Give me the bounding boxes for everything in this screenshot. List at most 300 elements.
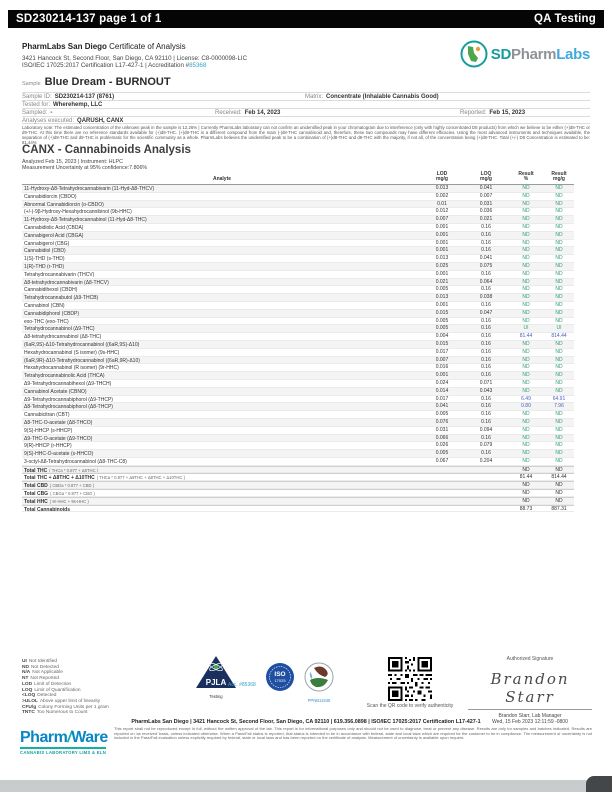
table-row [22,208,574,216]
lod-value: 0.067 [435,457,449,464]
loq-value: 0.16 [481,231,491,238]
lod-value: 0.001 [435,270,449,277]
result-mgg-value: 814.44 [551,333,567,340]
analyses-label: Analyses executed: [22,118,75,124]
loq-value: 0.043 [479,387,493,394]
info-row-4 [22,116,590,124]
result-mgg-value: 887.31 [551,505,567,512]
loq-value: 0.16 [481,348,491,355]
info-row-1 [22,92,590,100]
analyte-name: Total CBD [24,483,48,489]
lod-value [420,498,464,504]
result-mgg-value: ND [555,356,563,363]
legend-item: LOD Limit of Detection [22,681,72,687]
result-percent-value: ND [522,309,530,316]
result-percent-value: ND [522,185,530,191]
loq-value: 0.007 [479,192,493,199]
lod-value: 0.012 [435,208,449,215]
result-mgg-value: ND [555,482,563,489]
loq-value: 0.079 [479,442,493,449]
result-percent-value: ND [522,286,530,293]
lab-cert-line: ISO/IEC 17025:2017 Certification L17-427-1 | Accreditation #85368 [22,62,207,70]
loq-value: 0.16 [481,333,491,340]
result-percent-value: 81.44 [519,474,533,481]
analyte-name: Cannabigerol (CBG) [24,240,70,247]
analyte-name: Cannabidiorcin (CBDO) [24,193,77,200]
received-value: Feb 14, 2023 [244,110,281,116]
sample-id-value: SD230214-137 (8761) [54,94,115,100]
sdpharmlabs-logo [460,40,590,68]
loq-value: 0.038 [479,294,493,301]
lod-value: 0.001 [435,372,449,379]
loq-value: 0.16 [481,270,491,277]
col-result-mgg: Result mg/g [551,170,567,183]
lab-title-line [22,42,186,51]
lod-value [420,482,464,488]
loq-value [464,498,508,504]
result-percent-value: 81.44 [519,333,533,340]
lod-value: 0.005 [435,450,449,457]
result-percent-value: ND [522,482,530,489]
loq-value: 0.16 [481,239,491,246]
signature-block [468,656,592,725]
table-row [22,286,574,294]
result-mgg-value: ND [555,247,563,254]
info-row-3 [22,108,590,116]
result-mgg-value: 64.91 [552,395,566,402]
signer-name: Brandon Starr, Lab Manager [498,713,562,719]
result-percent-value: ND [522,356,530,363]
analyte-name: Total CBG [24,491,49,496]
qr-caption: Scan the QR code to verify authenticity [366,703,454,709]
result-mgg-value: ND [555,490,563,496]
lod-value: 0.014 [435,387,449,394]
lod-value: 0.021 [435,278,449,285]
table-row [22,435,574,443]
lod-value: 0.001 [435,231,449,238]
signature-divider [468,709,592,710]
result-percent-value: ND [522,192,530,199]
lod-value: 0.004 [435,333,449,340]
result-percent-value: ND [522,457,530,464]
result-mgg-value: ND [555,348,563,355]
analyte-name: Δ8-tetrahydrocannabinol (Δ8-THC) [24,334,102,340]
signature-script: Brandon Starr [490,670,570,706]
lod-value: 0.013 [435,255,449,262]
result-percent-value: ND [522,216,530,223]
reported-value: Feb 15, 2023 [489,110,526,116]
footer-lab-line: PharmLabs San Diego | 3421 Hancock St, Second Floor, San Diego, CA 92110 | 619.356.0898 | ISO/IEC 17025:2017 Certification L17-427-1 [131,719,481,725]
analyte-name: Cannabidiphorol (CBDP) [24,310,80,317]
accreditation-link[interactable]: 85368 [189,62,207,70]
analyte-name: Total THC [24,467,48,473]
analyte-name: Abnormal Cannabidiorcin (o-CBDO) [24,201,104,208]
analyte-name: 9(S)-HHC-O-acetate (s-HHCO) [24,451,94,457]
lab-address-line: 3421 Hancock St, Second Floor, San Diego, CA 92110 | License: C8-0000098-LIC [22,55,248,62]
table-row [22,232,574,240]
table-row [22,442,574,450]
lod-value: 0.015 [435,340,449,347]
pharmware-slash-icon: / [67,729,72,746]
lod-value: 0.002 [435,192,449,199]
result-percent-value: ND [522,255,530,262]
table-header [22,172,574,185]
result-mgg-value: ND [555,379,563,386]
loq-value: 0.16 [481,434,491,441]
document-header-bar [8,10,604,28]
analyte-formula: ( 9r-HHC + 9s-HHC ) [49,498,89,504]
table-row [22,240,574,248]
canx-uncertainty-line: Measurement Uncertainty at 95% confidence:7.806% [22,165,148,172]
pjla-accreditation-number: Acc. #85368 [228,682,256,688]
table-row [22,224,574,232]
lod-value: 0.01 [437,200,447,207]
table-row [22,419,574,427]
lab-name: PharmLabs San Diego [22,42,107,51]
result-mgg-value: ND [555,200,563,207]
result-percent-value: ND [522,317,530,324]
analyte-name: Cannabinol (CBN) [24,302,65,309]
tested-for-value: Wherehemp, LLC [53,102,103,108]
result-mgg-value: ND [555,387,563,394]
sdpharmlabs-wordmark: SDPharmLabs [490,45,590,63]
result-mgg-value: ND [555,185,563,191]
analyte-name: Δ8-tetrahydrocannabivarin (Δ8-THCV) [24,279,109,286]
result-percent-value: ND [522,466,530,473]
signature-date: Wed, 15 Feb 2023 12:11:59 -0800 [492,719,568,725]
table-row [22,481,574,489]
result-mgg-value: ND [555,497,563,504]
table-row [22,333,574,341]
legend-item: ND Not Detected [22,664,59,670]
lod-value [420,474,464,480]
qa-testing-label: QA Testing [533,13,596,25]
col-loq: LOQ mg/g [480,170,492,183]
col-analyte: Analyte [212,176,232,183]
loq-value: 0.16 [481,301,491,308]
table-row [22,458,574,466]
table-row [22,255,574,263]
table-row [22,279,574,287]
result-percent-value: UI [523,325,529,332]
table-row [22,263,574,271]
loq-value: 0.041 [479,255,493,262]
matrix-label: Matrix: [305,94,323,100]
table-row [22,396,574,404]
table-row [22,318,574,326]
lod-value: 0.076 [435,418,449,425]
svg-text:17025: 17025 [274,678,286,683]
loq-value: 0.16 [481,286,491,293]
result-percent-value: 0.80 [521,403,531,410]
loq-value [464,467,508,473]
loq-value: 0.021 [479,216,493,223]
table-row [22,497,574,505]
analyte-formula: ( CBGa * 0.877 + CBG ) [50,491,95,496]
doc-type: Certificate of Analysis [109,42,186,51]
canx-section-title: CANX - Cannabinoids Analysis [22,144,191,156]
loq-value: 0.16 [481,418,491,425]
lod-value: 0.001 [435,301,449,308]
lod-value: 0.001 [435,223,449,230]
result-percent-value: ND [522,364,530,371]
analyte-name: 9(R)-HHCP (r-HHCP) [24,443,72,450]
result-mgg-value: ND [555,294,563,301]
result-percent-value: ND [522,348,530,355]
result-percent-value: ND [522,301,530,308]
analyte-name: 1(R)-THD (r-THD) [24,263,64,270]
lod-value: 0.013 [435,185,449,191]
lod-value: 0.026 [435,442,449,449]
loq-value [464,474,508,480]
cannabinoids-table [22,172,574,512]
analyte-name: Tetrahydrocannabinolic Acid (THCA) [24,373,105,379]
loq-value: 0.036 [479,208,493,215]
analyte-name: Δ9-Tetrahydrocannabiphorol (Δ9-THCP) [24,396,113,403]
result-mgg-value: ND [555,442,563,449]
loq-value: 0.16 [481,364,491,371]
result-percent-value: ND [522,387,530,394]
loq-value: 0.16 [481,247,491,254]
result-mgg-value: ND [555,301,563,308]
result-percent-value: 88.73 [519,505,533,512]
loq-value: 0.047 [479,309,493,316]
analyses-value: QARUSH, CANX [77,118,124,124]
table-row [22,349,574,357]
pjla-testing-label: Testing [209,694,223,699]
result-percent-value: ND [522,208,530,215]
analyte-name: Hexahydrocannabinol (R isomer) (9r-HHC) [24,365,119,372]
result-percent-value: ND [522,278,530,285]
lod-value: 0.016 [435,364,449,371]
pharmware-tagline: CANNABIS LABORATORY LIMS & ELN [20,750,107,755]
lod-value [420,467,464,473]
pharmware-logo [20,730,106,755]
table-row [22,450,574,458]
table-row [22,364,574,372]
tested-for-label: Tested for: [22,102,51,108]
result-mgg-value: ND [555,457,563,464]
loq-value: 0.16 [481,223,491,230]
analyte-name: Hexahydrocannabinol (S isomer) (9s-HHC) [24,349,120,356]
viewer-corner-control[interactable] [586,776,612,792]
result-percent-value: ND [522,231,530,238]
loq-value: 0.031 [479,200,493,207]
authorized-signature-label: Authorized Signature [506,656,554,662]
pjla-accreditation-logo [185,655,247,699]
analyte-name: 11-Hydroxy-Δ8-Tetrahydrocannabinol (11-Hyd-Δ8-THC) [24,217,147,223]
loq-value: 0.16 [481,372,491,379]
result-mgg-value: ND [555,340,563,347]
lod-value: 0.031 [435,426,449,433]
lod-value: 0.007 [435,356,449,363]
result-mgg-value: ND [555,418,563,425]
loq-value [464,506,508,512]
result-percent-value: ND [522,418,530,425]
analyte-name: Δ8-Tetrahydrocannabiphorol (Δ8-THCP) [24,404,113,411]
analyte-name: Δ9-THC-O-acetate (Δ9-THCO) [24,435,93,442]
legend-item: CFU/g Colony Forming Units per 1 gram [22,704,109,710]
loq-value: 0.16 [481,317,491,324]
result-mgg-value: 814.44 [551,474,567,481]
qr-code-icon [388,657,432,701]
certification-seal-number: PPNB11845 [307,698,331,703]
result-mgg-value: ND [555,255,563,262]
result-mgg-value: ND [555,364,563,371]
analyte-name: Total Cannabinoids [24,506,71,512]
lod-value: 0.005 [435,411,449,418]
lod-value: 0.041 [435,403,449,410]
loq-value: 0.204 [479,457,493,464]
result-mgg-value: ND [555,426,563,433]
certification-seal [302,662,336,703]
table-row [22,388,574,396]
matrix-value: Concentrate (Inhalable Cannabis Good) [326,94,439,100]
table-row [22,302,574,310]
result-mgg-value: ND [555,317,563,324]
analyte-name: Cannabidiol (CBD) [24,248,66,255]
svg-text:PJLA: PJLA [205,678,227,687]
result-mgg-value: ND [555,434,563,441]
result-mgg-value: ND [555,208,563,215]
analyte-name: (6aR,9S)-Δ10-Tetrahydrocannabinol ((6aR,9S)-Δ10) [24,341,140,348]
result-percent-value: ND [522,450,530,457]
result-percent-value: ND [522,270,530,277]
result-percent-value: ND [522,372,530,379]
analyte-name: 3-octyl-Δ8-Tetrahydrocannabinol (Δ8-THC-C8) [24,458,127,465]
analyte-formula: ( CBDa * 0.877 + CBD ) [49,483,95,489]
result-mgg-value: ND [555,262,563,269]
lod-value [420,490,464,496]
result-percent-value: ND [522,262,530,269]
lod-value: 0.001 [435,247,449,254]
pharmware-wordmark: Pharm/Ware [20,729,108,746]
lod-value: 0.005 [435,286,449,293]
abbreviation-legend [22,659,109,716]
table-row [22,185,574,193]
svg-text:ISO: ISO [274,671,286,678]
result-percent-value: ND [522,239,530,246]
loq-value: 0.071 [479,379,493,386]
sample-label: Sample [22,81,41,87]
lod-value: 0.005 [435,317,449,324]
result-mgg-value: ND [555,411,563,418]
loq-value: 0.075 [479,262,493,269]
table-row [22,357,574,365]
viewer-bottom-strip [0,780,612,792]
qr-code [388,657,432,706]
laboratory-note: Laboratory note: The estimated concentration of the unknown peak in the sample is 12.26% | Currently PharmLabs laboratory can not confirm an unidentified peak in your chromatogram due to interference (only with highly concentrated D8 products) from which we believe to be either (+)d8-THC or d9-THC. At this time there are no reference standards available for (+)d8-THC. (+)d8-THC is a different compound from the main (-)d8-THC cannabinoid and, therefore, these two compounds may have different efficacies. Using the most advanced instruments and techniques available, the separation of (+)d8-THC and d9-THC is problematic for the scientific community as a whole. PharmLabs believes the unidentified peak to be a combination of (+)d8-THC and d9-THC with the majority, if not all, of the concentration being (+)d8-THC. Total (+/-) D8 Concentration is estimated to be: 81.44% [22,125,590,145]
sampled-value: - [50,110,53,116]
sample-name: Blue Dream - BURNOUT [44,76,171,88]
result-mgg-value: ND [555,309,563,316]
result-mgg-value: ND [555,270,563,277]
table-row [22,427,574,435]
table-body [22,185,574,512]
analyte-name: Tetrahydrocannabinol (Δ9-THC) [24,326,95,333]
lod-value: 0.017 [435,395,449,402]
result-percent-value: ND [522,294,530,301]
table-row [22,403,574,411]
received-label: Received: [215,110,242,116]
lod-value: 0.024 [435,379,449,386]
table-row [22,201,574,209]
result-percent-value: ND [522,247,530,254]
table-row [22,216,574,224]
analyte-name: Cannabidiolic Acid (CBDA) [24,224,84,231]
analyte-name: Tetrahydrocannabutol (Δ9-THCB) [24,295,99,301]
loq-value: 0.16 [481,395,491,402]
result-mgg-value: 7.96 [554,403,564,410]
table-row [22,466,574,474]
result-percent-value: ND [522,442,530,449]
document-id: SD230214-137 page 1 of 1 [16,13,162,25]
sample-info-table [22,92,590,124]
lod-value: 0.017 [435,348,449,355]
result-mgg-value: ND [555,231,563,238]
loq-value: 0.041 [479,185,493,191]
analyte-name: (6aR,9R)-Δ10-Tetrahydrocannabinol ((6aR,9R)-Δ10) [24,357,140,364]
sdpharmlabs-emblem-icon [460,40,488,68]
analyte-name: Total THC + Δ8THC + Δ10THC [24,475,95,481]
table-row [22,372,574,380]
result-mgg-value: ND [555,239,563,246]
analyte-name: exo-THC (exo-THC) [24,318,69,325]
canx-meta [22,159,147,171]
legend-item: LOQ Limit of Quantification [22,687,81,693]
result-percent-value: ND [522,200,530,207]
lod-value: 0.013 [435,294,449,301]
legend-item: N/A Not Applicable [22,670,63,676]
analyte-formula: ( THCa * 0.877 + Δ9THC + Δ8THC + Δ10THC ) [96,475,185,481]
result-percent-value: ND [522,434,530,441]
analyte-name: Cannabidihexol (CBDH) [24,287,78,294]
result-percent-value: ND [522,379,530,386]
analyte-name: Tetrahydrocannabivarin (THCV) [24,271,95,278]
lod-value: 0.005 [435,325,449,332]
table-row [22,325,574,333]
lod-value: 0.066 [435,434,449,441]
lod-value [420,506,464,512]
info-row-2 [22,100,590,108]
loq-value: 0.16 [481,403,491,410]
result-percent-value: ND [522,411,530,418]
legend-item: >ULOL Above upper limit of linearity [22,698,101,704]
result-mgg-value: ND [555,372,563,379]
analyte-name: 11-Hydroxy-Δ8-Tetrahydrocannabivarin (11-Hyd-Δ8-THCV) [24,186,155,192]
table-row [22,193,574,201]
legend-item: <LOQ Detected [22,693,57,699]
result-mgg-value: UI [556,325,562,332]
result-percent-value: ND [522,490,530,496]
pharmware-underline [20,747,106,749]
result-mgg-value: ND [555,286,563,293]
loq-value: 0.094 [479,426,493,433]
result-mgg-value: ND [555,192,563,199]
result-percent-value: ND [522,340,530,347]
result-mgg-value: ND [555,450,563,457]
lod-value: 0.015 [435,309,449,316]
sample-id-label: Sample ID: [22,94,52,100]
lod-value: 0.025 [435,262,449,269]
loq-value: 0.16 [481,450,491,457]
loq-value: 0.064 [479,278,493,285]
analyte-name: Total HHC [24,498,48,504]
result-percent-value: ND [522,223,530,230]
result-percent-value: ND [522,497,530,504]
analyte-name: 9(S)-HHCP (s-HHCP) [24,427,73,434]
sample-title [22,76,171,88]
